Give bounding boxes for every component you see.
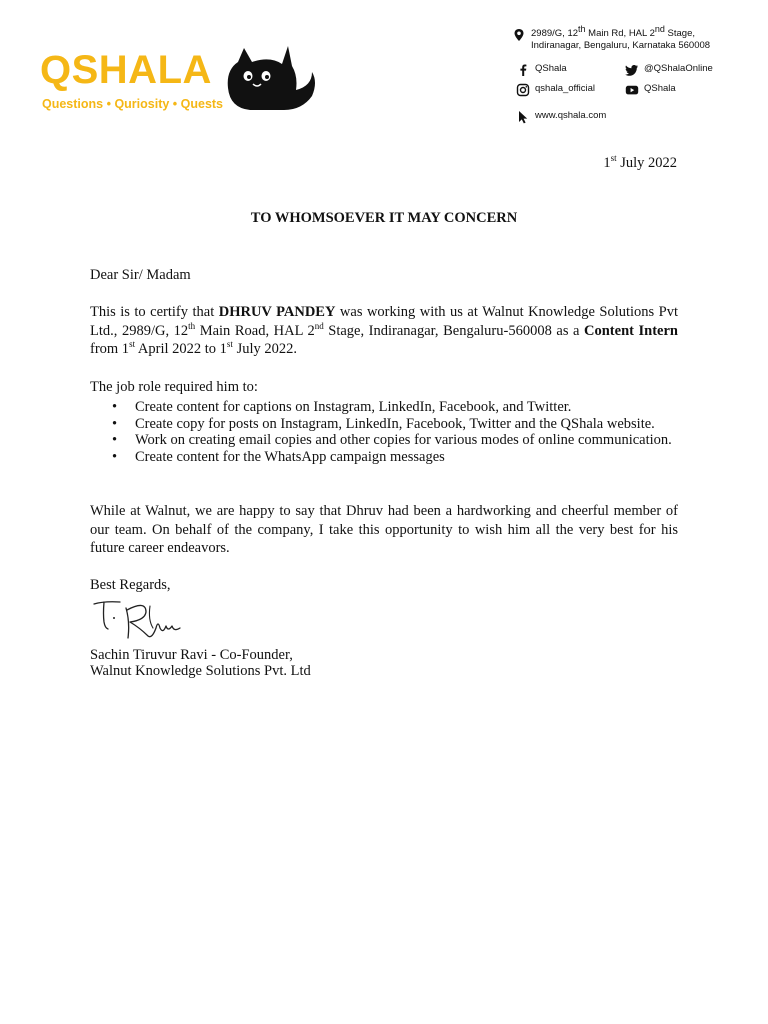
location-pin-icon <box>512 28 526 42</box>
twitter-handle: @QShalaOnline <box>644 63 713 74</box>
handwritten-signature <box>90 598 186 644</box>
website-link[interactable]: www.qshala.com <box>535 110 607 121</box>
certification-paragraph: This is to certify that DHRUV PANDEY was working with us at Walnut Knowledge Solutions Pvt Ltd., 2989/G, 12th Main Road, HAL 2nd Stage, Indiranagar, Bengaluru-560008 as a Content Intern from 1st April 2022 to 1st July 2022. <box>90 304 679 357</box>
black-cat-icon <box>226 42 318 114</box>
signer-company: Walnut Knowledge Solutions Pvt. Ltd <box>90 663 311 679</box>
qshala-logo <box>40 42 330 122</box>
instagram-handle: qshala_official <box>535 83 596 94</box>
list-item: • Create content for captions on Instagram, LinkedIn, Facebook, and Twitter. <box>90 399 678 416</box>
logo-wordmark: QSHALA <box>40 48 212 92</box>
twitter-row[interactable] <box>625 63 713 77</box>
logo-tagline: Questions • Quriosity • Quests <box>42 97 224 111</box>
address-text: 2989/G, 12th Main Rd, HAL 2nd Stage, Indiranagar, Bengaluru, Karnataka 560008 <box>531 23 711 51</box>
signer-name-title: Sachin Tiruvur Ravi - Co-Founder, <box>90 647 293 663</box>
facebook-icon <box>516 63 530 77</box>
employee-name: DHRUV PANDEY <box>218 304 336 320</box>
job-role: Content Intern <box>584 322 678 339</box>
youtube-row[interactable] <box>625 83 676 97</box>
instagram-icon <box>516 83 530 97</box>
instagram-row[interactable] <box>516 83 595 97</box>
closing-salutation: Best Regards, <box>90 577 171 593</box>
facebook-handle: QShala <box>535 63 567 74</box>
twitter-icon <box>625 63 639 77</box>
role-intro: The job role required him to: <box>90 379 258 395</box>
signer-block <box>90 647 678 679</box>
salutation: Dear Sir/ Madam <box>90 267 191 283</box>
website-row[interactable] <box>516 110 606 124</box>
list-item: • Work on creating email copies and other copies for various modes of online communication. <box>90 432 678 449</box>
youtube-icon <box>625 83 639 97</box>
youtube-handle: QShala <box>644 83 676 94</box>
list-item: • Create content for the WhatsApp campaign messages <box>90 449 678 466</box>
responsibilities-list <box>90 399 678 465</box>
letter-heading: TO WHOMSOEVER IT MAY CONCERN <box>250 210 518 226</box>
facebook-row[interactable] <box>516 63 567 77</box>
letter-date: 1st July 2022 <box>603 153 677 171</box>
closing-paragraph: While at Walnut, we are happy to say that Dhruv had been a hardworking and cheerful member of our team. On behalf of the company, I take this opportunity to wish him all the very best for his future career endeavors. <box>90 503 678 556</box>
address-row <box>512 23 711 52</box>
cursor-pointer-icon <box>516 110 530 124</box>
list-item: • Create copy for posts on Instagram, LinkedIn, Facebook, Twitter and the QShala website. <box>90 416 678 433</box>
